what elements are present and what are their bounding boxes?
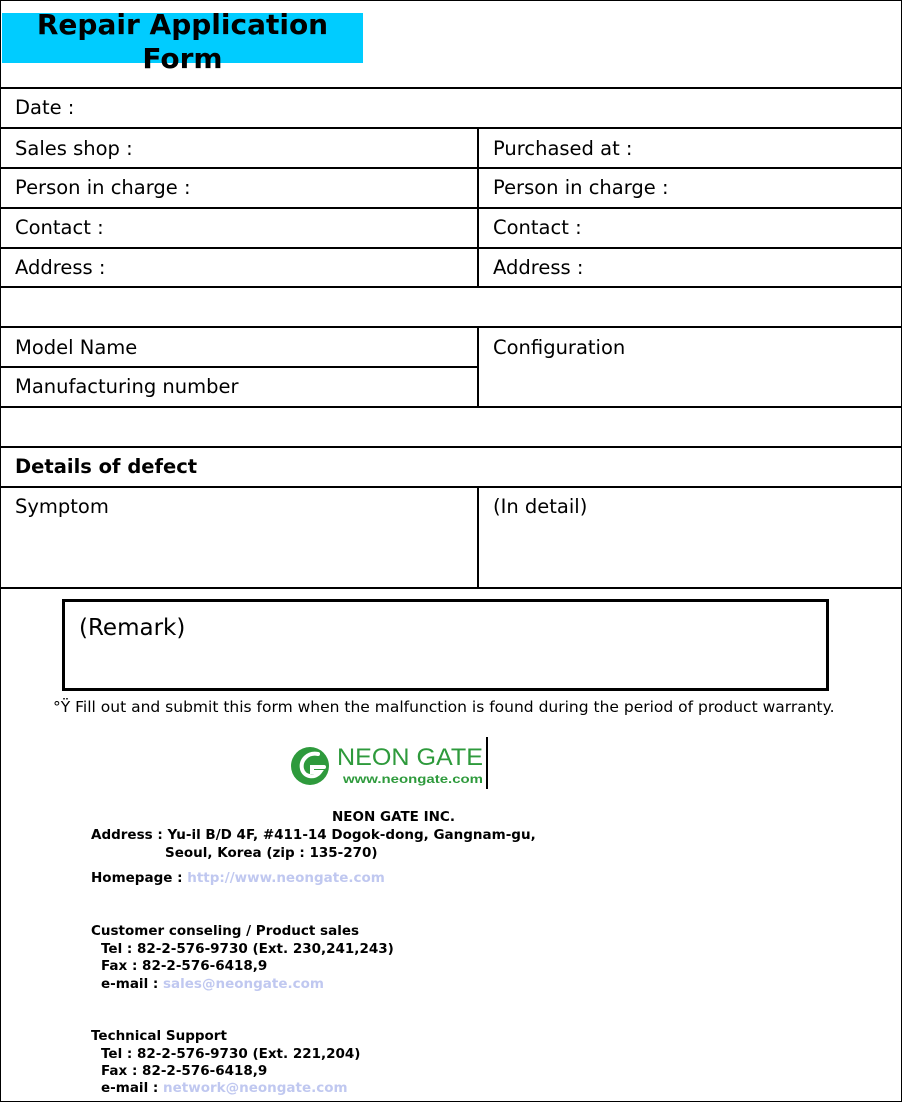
purchase-address-field[interactable]: Address : <box>493 256 584 279</box>
sales-person-field[interactable]: Person in charge : <box>15 176 191 199</box>
column-divider <box>477 326 479 407</box>
column-divider <box>477 127 479 287</box>
logo-name: NEON GATE <box>337 744 483 771</box>
configuration-field[interactable]: Configuration <box>493 336 626 359</box>
support-tel: Tel : 82-2-576-9730 (Ext. 221,204) <box>101 1046 361 1062</box>
purchase-contact-field[interactable]: Contact : <box>493 216 582 239</box>
details-heading: Details of defect <box>15 455 198 478</box>
homepage-label: Homepage : <box>91 870 183 886</box>
model-name-field[interactable]: Model Name <box>15 336 138 359</box>
purchase-person-field[interactable]: Person in charge : <box>493 176 669 199</box>
sales-email-label: e-mail : <box>101 976 159 992</box>
support-email-line <box>101 1080 348 1097</box>
row-divider <box>0 167 902 169</box>
row-divider <box>0 406 902 408</box>
sales-email-link[interactable]: sales@neongate.com <box>163 976 324 992</box>
company-address-line2: Seoul, Korea (zip : 135-270) <box>165 845 378 861</box>
remark-box[interactable] <box>62 599 829 691</box>
company-name: NEON GATE INC. <box>332 809 455 825</box>
row-divider <box>0 87 902 89</box>
logo-url: www.neongate.com <box>341 772 483 786</box>
row-divider <box>0 587 902 589</box>
form-title: Repair Application Form <box>2 13 363 63</box>
in-detail-field[interactable]: (In detail) <box>493 495 588 518</box>
column-divider <box>477 486 479 588</box>
sales-contact-field[interactable]: Contact : <box>15 216 104 239</box>
sales-tel: Tel : 82-2-576-9730 (Ext. 230,241,243) <box>101 941 394 957</box>
row-divider <box>0 247 902 249</box>
row-divider <box>0 207 902 209</box>
warranty-note: °Ÿ Fill out and submit this form when the malfunction is found during the period of product warranty. <box>53 698 835 716</box>
support-email-link[interactable]: network@neongate.com <box>163 1080 348 1096</box>
date-field[interactable]: Date : <box>15 96 75 119</box>
support-heading: Technical Support <box>91 1028 227 1044</box>
homepage-line <box>91 870 385 887</box>
row-divider <box>0 366 479 368</box>
purchased-at-field[interactable]: Purchased at : <box>493 137 633 160</box>
logo-divider <box>486 737 488 789</box>
sales-fax: Fax : 82-2-576-6418,9 <box>101 958 268 974</box>
row-divider <box>0 446 902 448</box>
remark-label: (Remark) <box>79 615 186 641</box>
sales-shop-field[interactable]: Sales shop : <box>15 137 133 160</box>
neon-gate-logo <box>288 738 488 790</box>
company-address-line1: Address : Yu-il B/D 4F, #411-14 Dogok-dong, Gangnam-gu, <box>91 827 536 843</box>
symptom-field[interactable]: Symptom <box>15 495 109 518</box>
row-divider <box>0 127 902 129</box>
support-fax: Fax : 82-2-576-6418,9 <box>101 1063 268 1079</box>
row-divider <box>0 286 902 288</box>
support-email-label: e-mail : <box>101 1080 159 1096</box>
row-divider <box>0 486 902 488</box>
sales-heading: Customer conseling / Product sales <box>91 923 360 939</box>
homepage-link[interactable]: http://www.neongate.com <box>187 870 385 886</box>
sales-address-field[interactable]: Address : <box>15 256 106 279</box>
manufacturing-number-field[interactable]: Manufacturing number <box>15 375 239 398</box>
sales-email-line <box>101 976 324 993</box>
row-divider <box>0 326 902 328</box>
